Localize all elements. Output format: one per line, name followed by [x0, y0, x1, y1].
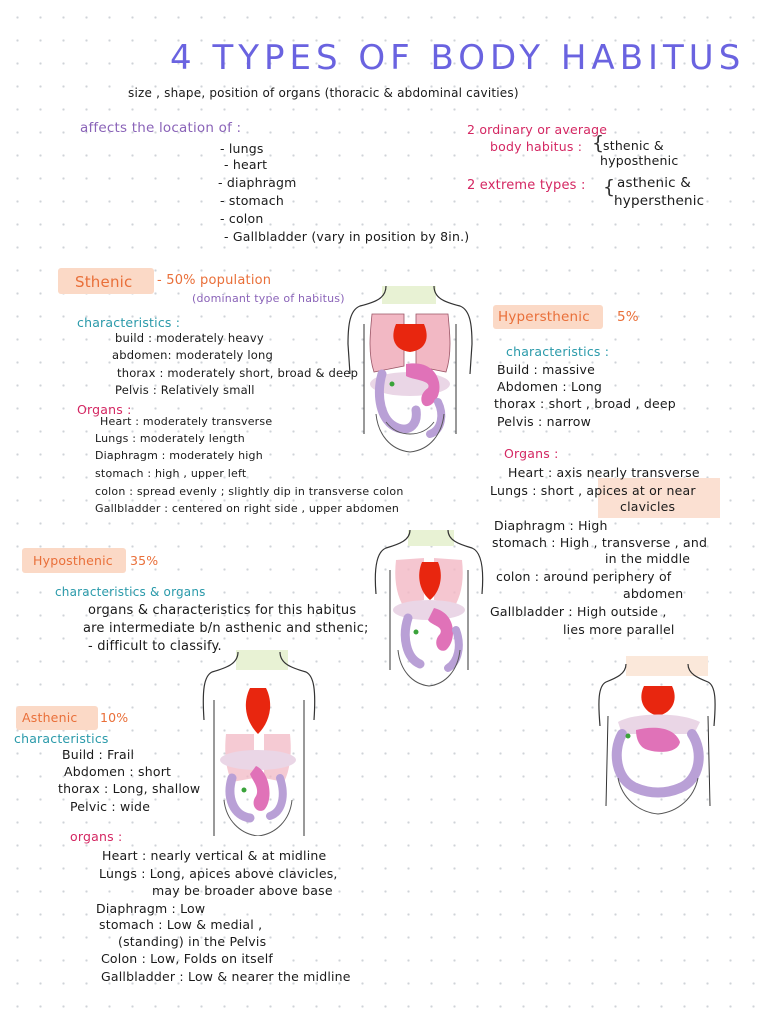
hypersthenic-organ: stomach : High , transverse , and [492, 535, 708, 550]
brace-icon: { [603, 176, 616, 198]
sthenic-char: build : moderately heavy [115, 331, 264, 345]
asthenic-char: Build : Frail [62, 747, 135, 762]
hypersthenic-organ: Heart : axis nearly transverse [508, 465, 700, 480]
ordinary-types2: hyposthenic [600, 153, 679, 168]
sthenic-char: thorax : moderately short, broad & deep [117, 366, 359, 380]
asthenic-char: Abdomen : short [64, 764, 172, 779]
page-title: 4 TYPES OF BODY HABITUS [170, 38, 746, 78]
affects-heading: affects the location of : [80, 120, 242, 136]
hypersthenic-organ: Diaphragm : High [494, 518, 608, 533]
sthenic-organ: Gallbladder : centered on right side , upper abdomen [95, 502, 400, 515]
hyposthenic-title: Hyposthenic [33, 553, 113, 568]
hypersthenic-torso-illustration [596, 656, 718, 816]
hypersthenic-title: Hypersthenic [498, 309, 590, 325]
affects-item: - heart [224, 157, 268, 172]
extreme-types2: hypersthenic [614, 193, 705, 209]
affects-item: - colon [220, 211, 264, 226]
asthenic-organ: Heart : nearly vertical & at midline [102, 848, 327, 863]
hyposthenic-percent: 35% [130, 553, 159, 568]
affects-item: - stomach [220, 193, 284, 208]
sthenic-organ: stomach : high , upper left [95, 467, 247, 480]
sthenic-percent: - 50% population [157, 273, 272, 288]
hypersthenic-organ: clavicles [620, 499, 676, 514]
asthenic-organ: Diaphragm : Low [96, 901, 206, 916]
asthenic-char-heading: characteristics [14, 731, 109, 746]
brace-icon: { [592, 132, 605, 154]
sthenic-char: abdomen: moderately long [112, 348, 274, 362]
ordinary-line1: 2 ordinary or average [467, 122, 608, 137]
asthenic-char: Pelvic : wide [70, 799, 151, 814]
affects-item: - Gallbladder (vary in position by 8in.) [224, 229, 470, 244]
asthenic-organ: may be broader above base [152, 883, 333, 898]
asthenic-organ: Gallbladder : Low & nearer the midline [101, 969, 351, 984]
hypersthenic-percent: 5% [617, 309, 639, 325]
hypersthenic-char: thorax : short , broad , deep [494, 396, 676, 411]
affects-item: - diaphragm [218, 175, 297, 190]
hypersthenic-char-heading: characteristics : [506, 344, 610, 359]
hypersthenic-organ: abdomen [623, 586, 684, 601]
sthenic-organs-heading: Organs : [77, 402, 132, 417]
extreme-label: 2 extreme types : [467, 178, 586, 193]
asthenic-organ: Lungs : Long, apices above clavicles, [99, 866, 338, 881]
hyposthenic-line: - difficult to classify. [88, 639, 222, 654]
hypersthenic-char: Abdomen : Long [497, 379, 603, 394]
sthenic-organ: Diaphragm : moderately high [95, 449, 263, 462]
asthenic-char: thorax : Long, shallow [58, 781, 201, 796]
affects-item: - lungs [220, 141, 264, 156]
hypersthenic-char: Build : massive [497, 362, 595, 377]
hypersthenic-organ: in the middle [605, 551, 691, 566]
sthenic-char: Pelvis : Relatively small [115, 383, 255, 397]
hypersthenic-organ: colon : around periphery of [496, 569, 672, 584]
hyposthenic-torso-illustration [372, 530, 486, 688]
hyposthenic-line: are intermediate b/n asthenic and sthenic; [83, 621, 369, 636]
hypersthenic-char: Pelvis : narrow [497, 414, 592, 429]
extreme-types1: asthenic & [617, 175, 692, 191]
sthenic-note: (dominant type of habitus) [192, 292, 345, 305]
asthenic-organs-heading: organs : [70, 829, 123, 844]
ordinary-line2: body habitus : [490, 139, 583, 154]
sthenic-organ: Lungs : moderately length [95, 432, 245, 445]
sthenic-organ: colon : spread evenly ; slightly dip in transverse colon [95, 485, 404, 498]
hypersthenic-organs-heading: Organs : [504, 446, 559, 461]
asthenic-percent: 10% [100, 710, 129, 725]
hyposthenic-heading [55, 585, 206, 599]
sthenic-char-heading: characteristics : [77, 315, 181, 330]
asthenic-organ: (standing) in the Pelvis [118, 934, 267, 949]
asthenic-organ: stomach : Low & medial , [99, 917, 263, 932]
hyposthenic-heading-text: characteristics & organs [55, 585, 206, 599]
subtitle: size , shape, position of organs (thoracic & abdominal cavities) [128, 86, 519, 100]
asthenic-title: Asthenic [22, 710, 78, 725]
asthenic-torso-illustration [200, 650, 318, 836]
hypersthenic-organ: lies more parallel [563, 622, 675, 637]
hypersthenic-organ: Lungs : short , apices at or near [490, 483, 696, 498]
ordinary-types1: sthenic & [603, 138, 664, 153]
sthenic-title: Sthenic [75, 273, 133, 291]
hyposthenic-line: organs & characteristics for this habitus [88, 603, 357, 618]
sthenic-organ: Heart : moderately transverse [100, 415, 273, 428]
hypersthenic-organ: Gallbladder : High outside , [490, 604, 667, 619]
sthenic-torso-illustration [346, 284, 474, 454]
asthenic-organ: Colon : Low, Folds on itself [101, 951, 274, 966]
